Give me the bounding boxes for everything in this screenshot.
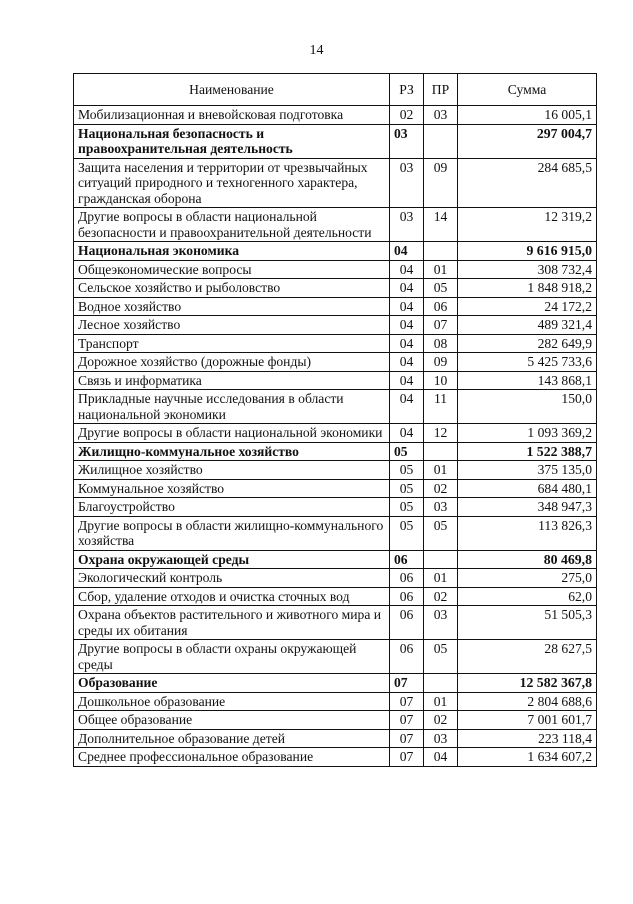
row-pr-cell: 07	[424, 316, 458, 335]
row-rz-cell: 07	[390, 674, 424, 693]
row-name-cell: Другие вопросы в области охраны окружающей среды	[74, 640, 390, 674]
table-row	[74, 371, 597, 390]
table-row	[74, 424, 597, 443]
row-rz-cell: 04	[390, 242, 424, 261]
row-rz-cell: 04	[390, 297, 424, 316]
column-header-pr: ПР	[424, 74, 458, 106]
row-name-cell: Мобилизационная и вневойсковая подготовка	[74, 106, 390, 125]
row-pr-cell	[424, 442, 458, 461]
table-row	[74, 587, 597, 606]
row-name-cell: Национальная экономика	[74, 242, 390, 261]
row-rz-cell: 04	[390, 424, 424, 443]
table-row	[74, 640, 597, 674]
row-pr-cell: 02	[424, 479, 458, 498]
row-pr-cell: 01	[424, 461, 458, 480]
row-pr-cell: 03	[424, 729, 458, 748]
row-sum-cell: 308 732,4	[458, 260, 597, 279]
row-sum-cell: 150,0	[458, 390, 597, 424]
row-pr-cell: 05	[424, 279, 458, 298]
table-row	[74, 158, 597, 208]
table-section-row	[74, 442, 597, 461]
row-name-cell: Коммунальное хозяйство	[74, 479, 390, 498]
table-row	[74, 711, 597, 730]
table-row	[74, 208, 597, 242]
row-name-cell: Защита населения и территории от чрезвычайных ситуаций природного и техногенного характера, гражданская оборона	[74, 158, 390, 208]
row-name-cell: Лесное хозяйство	[74, 316, 390, 335]
row-sum-cell: 348 947,3	[458, 498, 597, 517]
row-rz-cell: 03	[390, 208, 424, 242]
row-name-cell: Дорожное хозяйство (дорожные фонды)	[74, 353, 390, 372]
row-pr-cell: 09	[424, 158, 458, 208]
row-name-cell: Дошкольное образование	[74, 692, 390, 711]
row-pr-cell: 05	[424, 640, 458, 674]
table-row	[74, 316, 597, 335]
row-sum-cell: 113 826,3	[458, 516, 597, 550]
row-sum-cell: 284 685,5	[458, 158, 597, 208]
row-rz-cell: 07	[390, 711, 424, 730]
row-pr-cell	[424, 124, 458, 158]
table-section-row	[74, 674, 597, 693]
row-sum-cell: 684 480,1	[458, 479, 597, 498]
row-name-cell: Охрана объектов растительного и животного мира и среды их обитания	[74, 606, 390, 640]
row-name-cell: Водное хозяйство	[74, 297, 390, 316]
row-sum-cell: 2 804 688,6	[458, 692, 597, 711]
column-header-rz: РЗ	[390, 74, 424, 106]
table-row	[74, 461, 597, 480]
row-pr-cell: 10	[424, 371, 458, 390]
column-header-sum: Сумма	[458, 74, 597, 106]
table-row	[74, 748, 597, 767]
table-header-row	[74, 74, 597, 106]
row-name-cell: Образование	[74, 674, 390, 693]
row-pr-cell: 04	[424, 748, 458, 767]
row-rz-cell: 05	[390, 479, 424, 498]
row-pr-cell: 03	[424, 106, 458, 125]
row-rz-cell: 05	[390, 442, 424, 461]
row-pr-cell	[424, 550, 458, 569]
row-sum-cell: 16 005,1	[458, 106, 597, 125]
row-rz-cell: 03	[390, 124, 424, 158]
row-rz-cell: 06	[390, 550, 424, 569]
row-rz-cell: 05	[390, 461, 424, 480]
row-sum-cell: 12 582 367,8	[458, 674, 597, 693]
row-name-cell: Среднее профессиональное образование	[74, 748, 390, 767]
row-pr-cell: 12	[424, 424, 458, 443]
row-name-cell: Экологический контроль	[74, 569, 390, 588]
row-name-cell: Транспорт	[74, 334, 390, 353]
row-name-cell: Охрана окружающей среды	[74, 550, 390, 569]
row-sum-cell: 28 627,5	[458, 640, 597, 674]
row-name-cell: Сбор, удаление отходов и очистка сточных вод	[74, 587, 390, 606]
table-section-row	[74, 550, 597, 569]
row-rz-cell: 07	[390, 692, 424, 711]
row-sum-cell: 282 649,9	[458, 334, 597, 353]
row-rz-cell: 05	[390, 516, 424, 550]
budget-table	[73, 73, 597, 767]
row-sum-cell: 1 634 607,2	[458, 748, 597, 767]
row-sum-cell: 9 616 915,0	[458, 242, 597, 261]
row-sum-cell: 275,0	[458, 569, 597, 588]
row-rz-cell: 04	[390, 334, 424, 353]
row-name-cell: Общее образование	[74, 711, 390, 730]
row-name-cell: Благоустройство	[74, 498, 390, 517]
row-name-cell: Другие вопросы в области национальной безопасности и правоохранительной деятельности	[74, 208, 390, 242]
row-rz-cell: 04	[390, 279, 424, 298]
page-number: 14	[309, 43, 324, 58]
row-rz-cell: 06	[390, 569, 424, 588]
row-rz-cell: 06	[390, 640, 424, 674]
table-row	[74, 353, 597, 372]
row-name-cell: Жилищное хозяйство	[74, 461, 390, 480]
row-pr-cell: 08	[424, 334, 458, 353]
row-rz-cell: 05	[390, 498, 424, 517]
row-pr-cell: 14	[424, 208, 458, 242]
row-name-cell: Национальная безопасность и правоохранительная деятельность	[74, 124, 390, 158]
row-rz-cell: 04	[390, 316, 424, 335]
row-sum-cell: 375 135,0	[458, 461, 597, 480]
row-sum-cell: 143 868,1	[458, 371, 597, 390]
row-name-cell: Связь и информатика	[74, 371, 390, 390]
row-sum-cell: 7 001 601,7	[458, 711, 597, 730]
table-row	[74, 297, 597, 316]
row-pr-cell	[424, 242, 458, 261]
table-row	[74, 606, 597, 640]
row-name-cell: Общеэкономические вопросы	[74, 260, 390, 279]
row-rz-cell: 04	[390, 353, 424, 372]
row-rz-cell: 06	[390, 606, 424, 640]
row-rz-cell: 07	[390, 729, 424, 748]
row-name-cell: Прикладные научные исследования в области национальной экономики	[74, 390, 390, 424]
table-row	[74, 516, 597, 550]
row-sum-cell: 1 848 918,2	[458, 279, 597, 298]
column-header-name: Наименование	[74, 74, 390, 106]
table-row	[74, 498, 597, 517]
table-row	[74, 106, 597, 125]
table-row	[74, 334, 597, 353]
table-row	[74, 479, 597, 498]
table-row	[74, 729, 597, 748]
row-name-cell: Другие вопросы в области жилищно-коммунального хозяйства	[74, 516, 390, 550]
row-sum-cell: 5 425 733,6	[458, 353, 597, 372]
row-rz-cell: 03	[390, 158, 424, 208]
row-sum-cell: 24 172,2	[458, 297, 597, 316]
row-sum-cell: 1 522 388,7	[458, 442, 597, 461]
row-pr-cell: 11	[424, 390, 458, 424]
table-row	[74, 692, 597, 711]
row-rz-cell: 04	[390, 260, 424, 279]
row-pr-cell: 03	[424, 606, 458, 640]
row-sum-cell: 62,0	[458, 587, 597, 606]
row-rz-cell: 07	[390, 748, 424, 767]
row-pr-cell	[424, 674, 458, 693]
table-body	[74, 106, 597, 767]
row-name-cell: Жилищно-коммунальное хозяйство	[74, 442, 390, 461]
table-row	[74, 279, 597, 298]
row-sum-cell: 51 505,3	[458, 606, 597, 640]
row-rz-cell: 06	[390, 587, 424, 606]
row-pr-cell: 06	[424, 297, 458, 316]
row-sum-cell: 223 118,4	[458, 729, 597, 748]
row-sum-cell: 297 004,7	[458, 124, 597, 158]
row-pr-cell: 01	[424, 260, 458, 279]
row-pr-cell: 05	[424, 516, 458, 550]
row-rz-cell: 02	[390, 106, 424, 125]
row-pr-cell: 01	[424, 692, 458, 711]
row-name-cell: Дополнительное образование детей	[74, 729, 390, 748]
row-pr-cell: 03	[424, 498, 458, 517]
row-rz-cell: 04	[390, 390, 424, 424]
row-name-cell: Сельское хозяйство и рыболовство	[74, 279, 390, 298]
row-pr-cell: 02	[424, 711, 458, 730]
table-section-row	[74, 242, 597, 261]
row-rz-cell: 04	[390, 371, 424, 390]
table-row	[74, 260, 597, 279]
row-name-cell: Другие вопросы в области национальной экономики	[74, 424, 390, 443]
row-sum-cell: 489 321,4	[458, 316, 597, 335]
row-sum-cell: 12 319,2	[458, 208, 597, 242]
row-pr-cell: 09	[424, 353, 458, 372]
table-row	[74, 390, 597, 424]
table-section-row	[74, 124, 597, 158]
row-pr-cell: 01	[424, 569, 458, 588]
row-pr-cell: 02	[424, 587, 458, 606]
row-sum-cell: 80 469,8	[458, 550, 597, 569]
table-row	[74, 569, 597, 588]
row-sum-cell: 1 093 369,2	[458, 424, 597, 443]
